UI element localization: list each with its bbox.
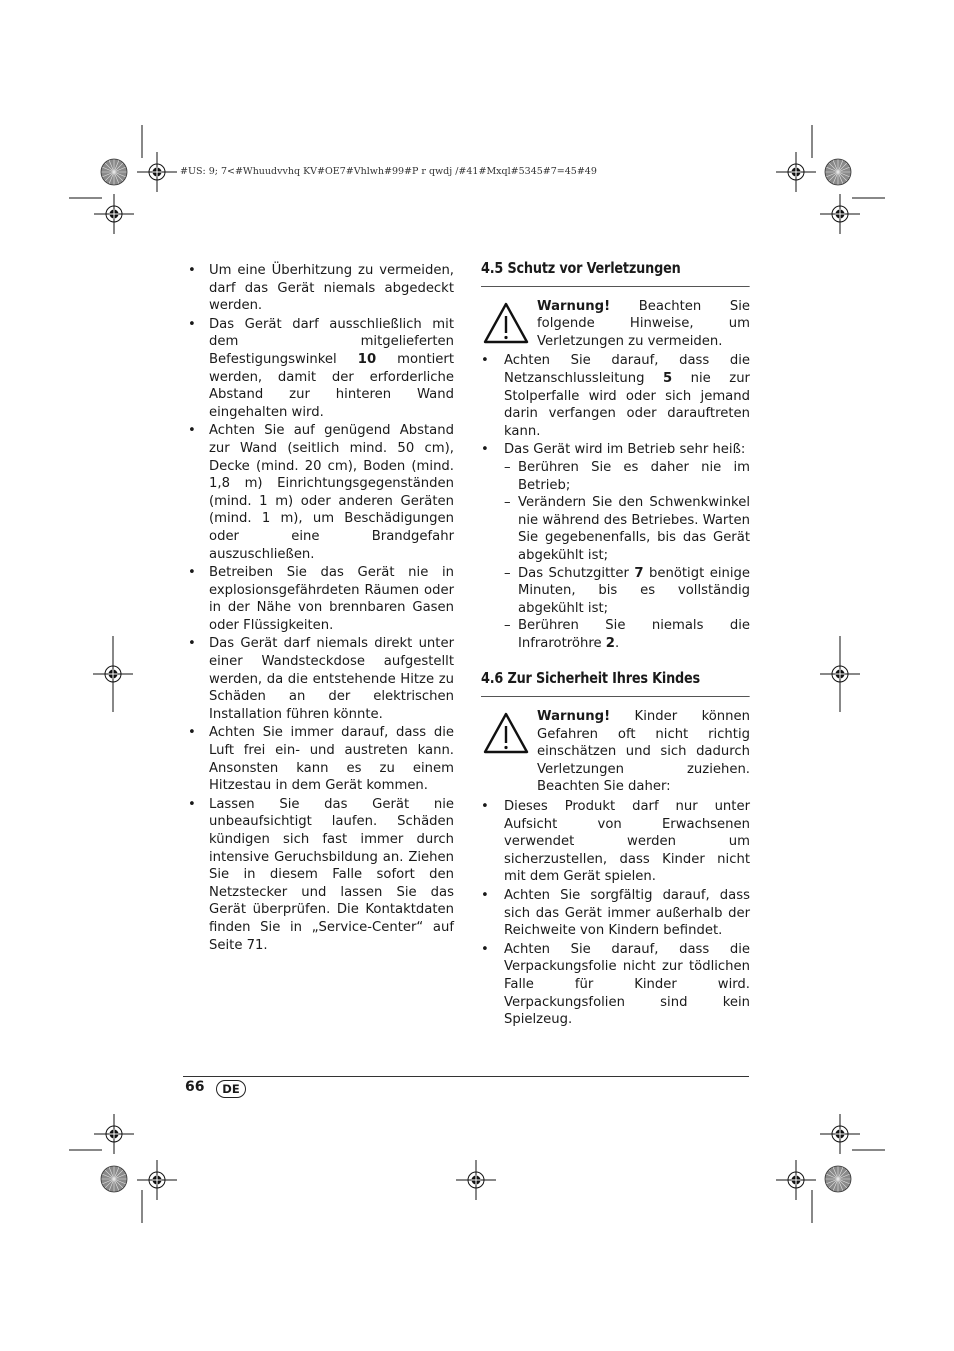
list-item-text: Dieses Produkt darf nur unter Aufsicht von Erwachsenen verwendet werden um sicherzustellen, dass Kinder nicht mit dem Gerät spielen. (504, 799, 750, 885)
safety-list (188, 262, 454, 954)
registration-mark-icon (776, 152, 816, 192)
footer-rule (183, 1076, 749, 1077)
list-item-text: Betreiben Sie das Gerät nie in explosionsgefährdeten Räumen oder in der Nähe von brennbaren Gasen oder Flüssigkeiten. (209, 565, 454, 633)
list-item-text: Achten Sie darauf, dass die Verpackungsfolie nicht zur tödlichen Falle für Kinder wird. Verpackungsfolien sind kein Spielzeug. (504, 941, 750, 1028)
injury-list (481, 352, 750, 652)
list-item-text: Das Gerät wird im Betrieb sehr heiß: (504, 442, 746, 458)
registration-mark-icon (456, 1160, 496, 1200)
part-number: 10 (357, 351, 377, 367)
language-badge: DE (216, 1080, 246, 1098)
sub-item-text: Berühren Sie niemals die Infrarotröhre (518, 618, 750, 651)
sub-item-text: . (614, 635, 620, 651)
section-heading: 4.5 Schutz vor Verletzungen (481, 260, 750, 287)
list-item (188, 316, 454, 422)
sub-item-text: benötigt einige Minuten, bis es vollständig abgekühlt ist; (518, 565, 750, 616)
color-bar-star-icon (825, 159, 851, 185)
list-item (481, 941, 750, 1029)
list-item (481, 352, 750, 440)
list-item-text: Achten Sie immer darauf, dass die Luft frei ein- und austreten kann. Ansonsten kann es zu einem Hitzestau in dem Gerät kommen. (209, 725, 454, 794)
warning-body: Kinder können Gefahren oft nicht richtig einschätzen und sich dadurch Verletzungen zuziehen. Beachten Sie daher: (537, 709, 750, 795)
list-item-text: Das Gerät darf niemals direkt unter einer Wandsteckdose aufgestellt werden, da die entstehende Hitze zu Schäden an der elektrischen Installation führen könnte. (209, 636, 454, 722)
warning-text (537, 298, 750, 351)
sub-list (504, 459, 750, 653)
sub-list-item (504, 459, 750, 494)
list-item-text: Das Gerät darf ausschließlich mit dem mitgelieferten Befestigungswinkel (209, 316, 454, 367)
warning-label: Warnung! (537, 298, 611, 314)
section-heading: 4.6 Zur Sicherheit Ihres Kindes (481, 670, 750, 697)
list-item-text: Lassen Sie das Gerät nie unbeaufsichtigt laufen. Schäden kündigen sich fast immer durch intensive Geruchsbildung an. Ziehen Sie in diesem Falle sofort den Netzstecker und lassen Sie das Gerät überprüfen. Die Kontaktdaten finden Sie in „Service-Center“ auf Seite 71. (209, 796, 454, 953)
color-bar-star-icon (101, 159, 127, 185)
list-item (188, 422, 454, 563)
sub-list-item (504, 565, 750, 618)
part-number: 7 (634, 565, 644, 581)
color-bar-star-icon (825, 1166, 851, 1192)
right-column (481, 260, 750, 1030)
part-number: 2 (605, 635, 615, 651)
warning-box (481, 708, 750, 796)
crop-marks-top-left (69, 125, 142, 198)
registration-mark-icon (94, 194, 134, 234)
warning-text (537, 708, 750, 796)
sub-item-text: Berühren Sie es daher nie im Betrieb; (518, 459, 750, 493)
registration-mark-icon (820, 194, 860, 234)
sub-list-item (504, 494, 750, 564)
list-item (481, 798, 750, 886)
registration-mark-icon (94, 1114, 134, 1154)
registration-mark-icon (93, 654, 133, 694)
sub-list-item (504, 617, 750, 652)
part-number: 5 (662, 370, 673, 386)
left-column (188, 262, 454, 955)
registration-mark-icon (820, 654, 860, 694)
list-item (188, 262, 454, 315)
warning-triangle-icon (483, 712, 529, 754)
list-item-text: Um eine Überhitzung zu vermeiden, darf das Gerät niemals abgedeckt werden. (209, 263, 454, 314)
child-safety-list (481, 798, 750, 1029)
warning-box (481, 298, 750, 351)
list-item (188, 564, 454, 634)
color-bar-star-icon (101, 1166, 127, 1192)
list-item-text: Achten Sie auf genügend Abstand zur Wand (seitlich mind. 50 cm), Decke (mind. 20 cm), Boden (mind. 1,8 m) Einrichtungsgegenständen (mind. 1 m) oder anderen Geräten (mind. 1 m), um Beschädigungen oder eine Brandgefahr auszuschließen. (209, 423, 454, 562)
page-number: 66 (185, 1079, 205, 1095)
list-item-text: montiert werden, damit der erforderliche Abstand zur hinteren Wand eingehalten wird. (209, 351, 454, 420)
sub-item-text: Verändern Sie den Schwenkwinkel nie während des Betriebes. Warten Sie gegebenenfalls, bis das Gerät abgekühlt ist; (518, 495, 750, 563)
crop-marks-top-right (812, 125, 885, 198)
warning-triangle-icon (483, 302, 529, 344)
sub-item-text: Das Schutzgitter (518, 565, 635, 581)
registration-mark-icon (137, 1160, 177, 1200)
list-item-text: nie zur Stolperfalle wird oder sich jemand darin verfangen oder darauftreten kann. (504, 370, 750, 439)
list-item (188, 796, 454, 954)
list-item (188, 635, 454, 723)
list-item (188, 724, 454, 794)
warning-label: Warnung! (537, 709, 611, 725)
registration-mark-icon (776, 1160, 816, 1200)
list-item-text: Achten Sie darauf, dass die Netzanschlussleitung (504, 353, 750, 386)
list-item (481, 441, 750, 652)
registration-mark-icon (820, 1114, 860, 1154)
registration-mark-icon (137, 152, 177, 192)
list-item-text: Achten Sie sorgfältig darauf, dass sich das Gerät immer außerhalb der Reichweite von Kindern befindet. (504, 888, 750, 939)
print-slug-line: #US: 9; 7<#Whuudvvhq KV#OE7#Vhlwh#99#P r qwdj /#41#Mxql#5345#7=45#49 (180, 166, 597, 177)
warning-body: Beachten Sie folgende Hinweise, um Verletzungen zu vermeiden. (537, 298, 750, 349)
list-item (481, 887, 750, 940)
